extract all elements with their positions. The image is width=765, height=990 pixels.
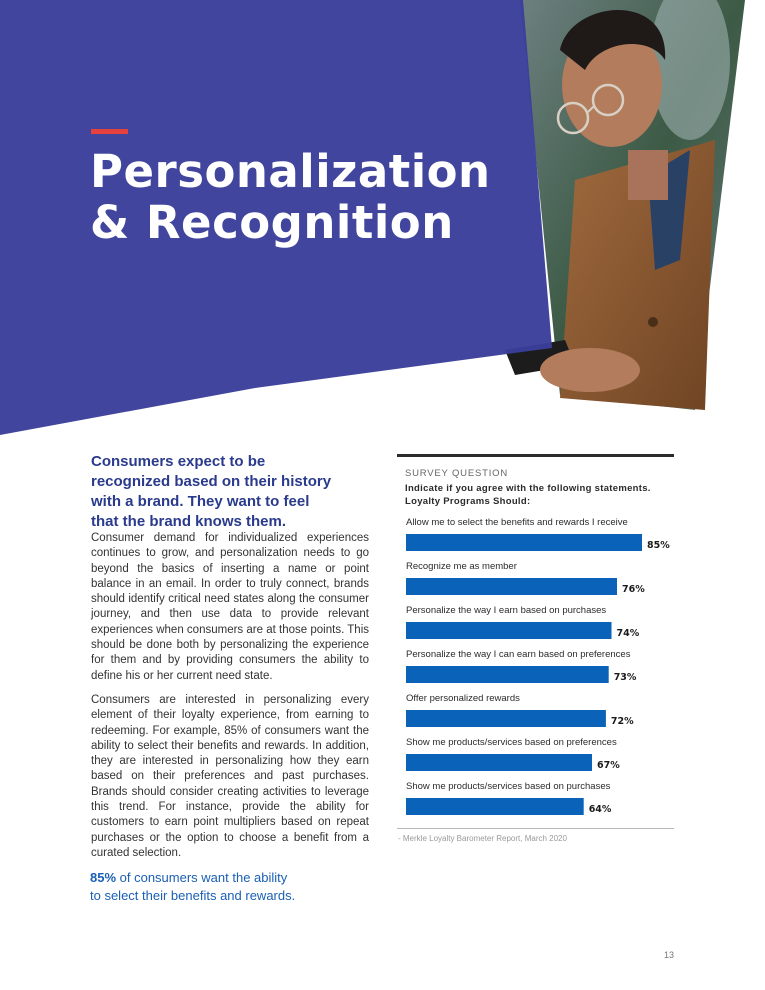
bar [406, 754, 592, 771]
bar-category-label: Personalize the way I earn based on purchases [406, 605, 607, 616]
survey-question [405, 482, 675, 508]
survey-bar-chart [400, 515, 675, 820]
body-paragraph-1: Consumer demand for individualized experiences continues to grow, and personalization needs to go beyond the basics of inserting a name or point balance in an email. In order to truly connect, brands should identify critical need states along the consumer journey, and then use data to provide relevant experiences when consumers are at those points. This should be done both by personalizing the experience for them and by providing consumers the ability to define his or her current need state. [91, 532, 369, 682]
stat-callout [90, 869, 350, 905]
bar-category-label: Show me products/services based on preferences [406, 737, 617, 748]
callout-line-2: to select their benefits and rewards. [90, 888, 296, 903]
page-number: 13 [664, 950, 675, 960]
bar-category-label: Offer personalized rewards [406, 693, 520, 704]
lead-line: that the brand knows them. [91, 513, 287, 530]
page-title-line2: & Recognition [90, 196, 454, 249]
survey-kicker: SURVEY QUESTION [405, 468, 508, 479]
bar-category-label: Show me products/services based on purchases [406, 781, 611, 792]
bar [406, 798, 584, 815]
source-note: - Merkle Loyalty Barometer Report, March 2020 [398, 834, 567, 843]
bar [406, 666, 609, 683]
page-title-line1: Personalization [90, 145, 491, 198]
survey-bottom-rule [397, 828, 674, 829]
body-paragraph-2: Consumers are interested in personalizing every element of their loyalty experience, from earning to redeeming. For example, 85% of consumers want the ability to select their benefits and rewards. In addition, they are interested in personalizing how they earn based on their preferences and past purchases. Brands should consider creating activities to leverage this trend. For instance, provide the ability for customers to earn point multipliers based on repeat purchases or the option to choose a benefit from a curated selection. [91, 694, 369, 859]
bar [406, 578, 617, 595]
bar [406, 534, 642, 551]
callout-highlight: 85% [90, 870, 117, 885]
bar-value-label: 76% [622, 584, 645, 595]
bar-value-label: 85% [647, 540, 670, 551]
title-accent-bar [91, 129, 128, 134]
bar-category-label: Personalize the way I can earn based on preferences [406, 649, 631, 660]
bar-value-label: 74% [616, 628, 640, 639]
callout-line-1 [90, 869, 350, 887]
bar-value-label: 73% [613, 672, 637, 683]
bar-value-label: 67% [597, 760, 620, 771]
page-title [90, 146, 491, 248]
lead-line: Consumers expect to be [91, 453, 266, 470]
survey-top-rule [397, 454, 674, 457]
lead-statement [91, 452, 361, 532]
survey-question-line2: Loyalty Programs Should: [405, 496, 531, 507]
bar [406, 710, 606, 727]
bar-category-label: Recognize me as member [406, 561, 517, 572]
lead-line: recognized based on their history [91, 473, 332, 490]
bar-category-label: Allow me to select the benefits and rewards I receive [406, 517, 628, 528]
bar-value-label: 72% [610, 716, 634, 727]
bar-value-label: 64% [588, 804, 612, 815]
lead-line: with a brand. They want to feel [91, 493, 310, 510]
survey-question-line1: Indicate if you agree with the following statements. [405, 483, 651, 494]
bar [406, 622, 612, 639]
callout-line1-text: of consumers want the ability [116, 870, 288, 885]
